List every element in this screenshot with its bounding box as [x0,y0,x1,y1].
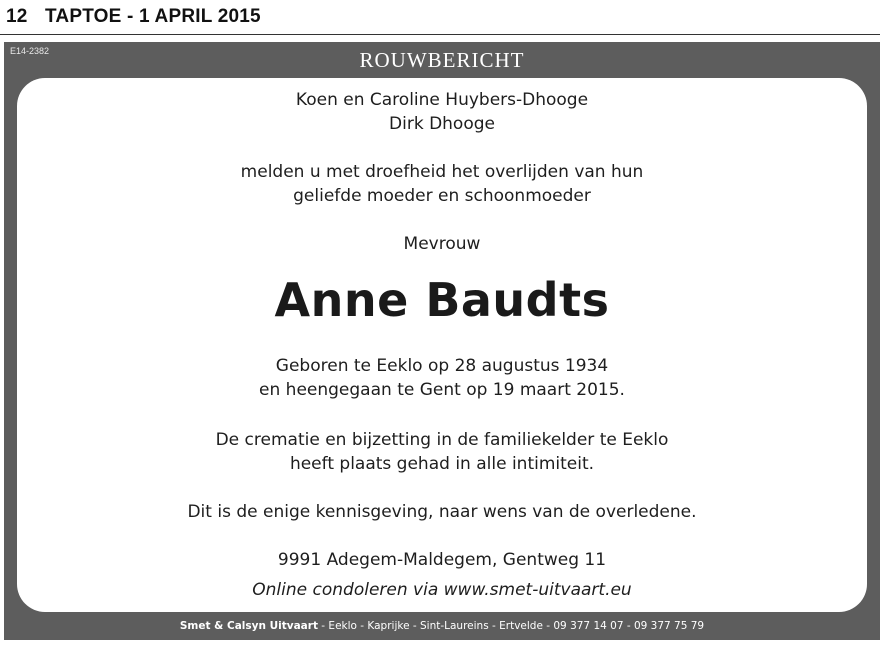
announcer-line: Koen en Caroline Huybers-Dhooge [295,90,589,110]
notice-text: Dit is de enige kennisgeving, naar wens van de overledene. [187,502,697,522]
announcer-line: Dirk Dhooge [389,114,495,134]
footer-company: Smet & Calsyn Uitvaart [179,620,318,632]
ad-reference-code: E14-2382 [10,46,50,56]
ceremony-line: heeft plaats gehad in alle intimiteit. [289,454,595,474]
address-text: 9991 Adegem-Maldegem, Gentweg 11 [277,550,607,570]
condolences-link: Online condoleren via www.smet-uitvaart.eu [252,580,632,600]
obituary-panel [17,78,867,612]
page-number: 12 [6,6,28,27]
ceremony-line: De crematie en bijzetting in de familiekelder te Eeklo [215,430,669,450]
header-rule [0,34,880,35]
salutation: Mevrouw [403,234,481,254]
page-header [6,6,261,28]
footer-details: - Eeklo - Kaprijke - Sint-Laureins - Ertvelde - 09 377 14 07 - 09 377 75 79 [317,620,705,632]
announcement-line: geliefde moeder en schoonmoeder [293,186,591,206]
announcement-line: melden u met droefheid het overlijden van hun [240,162,644,182]
ad-footer [4,620,880,632]
dates-line: Geboren te Eeklo op 28 augustus 1934 [275,356,609,376]
deceased-name: Anne Baudts [274,273,610,327]
ad-title: ROUWBERICHT [359,48,525,72]
publication-title: TAPTOE - 1 APRIL 2015 [45,6,261,27]
dates-line: en heengegaan te Gent op 19 maart 2015. [259,380,625,400]
obituary-ad [4,42,880,640]
